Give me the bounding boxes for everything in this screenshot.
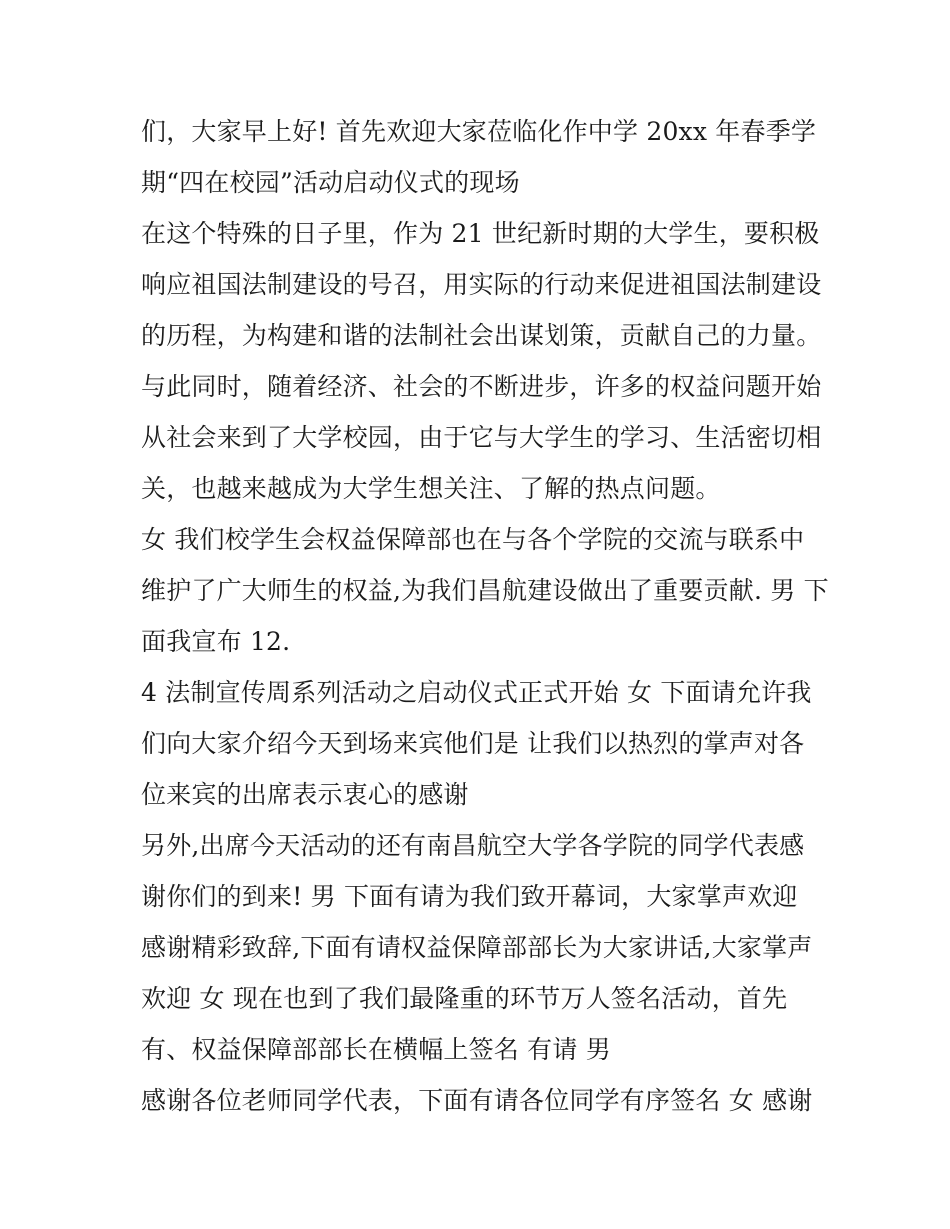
text-line-6: 与此同时，随着经济、社会的不断进步，许多的权益问题开始 bbox=[141, 372, 822, 401]
text-line-9: 女 我们校学生会权益保障部也在与各个学院的交流与联系中 bbox=[141, 525, 805, 554]
text-line-16: 谢你们的到来! 男 下面有请为我们致开幕词，大家掌声欢迎 bbox=[141, 882, 798, 911]
body-text bbox=[141, 106, 831, 1126]
text-line-14: 位来宾的出席表示衷心的感谢 bbox=[141, 780, 469, 809]
text-line-1: 们，大家早上好! 首先欢迎大家莅临化作中学 20xx 年春季学 bbox=[141, 117, 817, 146]
text-line-8: 关，也越来越成为大学生想关注、了解的热点问题。 bbox=[141, 474, 721, 503]
text-line-13: 们向大家介绍今天到场来宾他们是 让我们以热烈的掌声对各 bbox=[141, 729, 805, 758]
text-line-18: 欢迎 女 现在也到了我们最隆重的环节万人签名活动，首先 bbox=[141, 984, 788, 1013]
text-line-3: 在这个特殊的日子里，作为 21 世纪新时期的大学生，要积极 bbox=[141, 219, 820, 248]
text-line-10: 维护了广大师生的权益,为我们昌航建设做出了重要贡献. 男 下 bbox=[141, 576, 829, 605]
text-line-12: 4 法制宣传周系列活动之启动仪式正式开始 女 下面请允许我 bbox=[141, 678, 812, 707]
text-line-17: 感谢精彩致辞,下面有请权益保障部部长为大家讲话,大家掌声 bbox=[141, 933, 813, 962]
text-line-7: 从社会来到了大学校园，由于它与大学生的学习、生活密切相 bbox=[141, 423, 822, 452]
text-line-20: 感谢各位老师同学代表，下面有请各位同学有序签名 女 感谢 bbox=[141, 1086, 813, 1115]
text-line-4: 响应祖国法制建设的号召，用实际的行动来促进祖国法制建设 bbox=[141, 270, 822, 299]
text-line-15: 另外,出席今天活动的还有南昌航空大学各学院的同学代表感 bbox=[141, 831, 805, 860]
text-line-5: 的历程，为构建和谐的法制社会出谋划策，贡献自己的力量。 bbox=[141, 321, 822, 350]
text-line-19: 有、权益保障部部长在横幅上签名 有请 男 bbox=[141, 1035, 611, 1064]
text-line-2: 期“四在校园”活动启动仪式的现场 bbox=[141, 168, 520, 197]
text-line-11: 面我宣布 12. bbox=[141, 627, 291, 656]
